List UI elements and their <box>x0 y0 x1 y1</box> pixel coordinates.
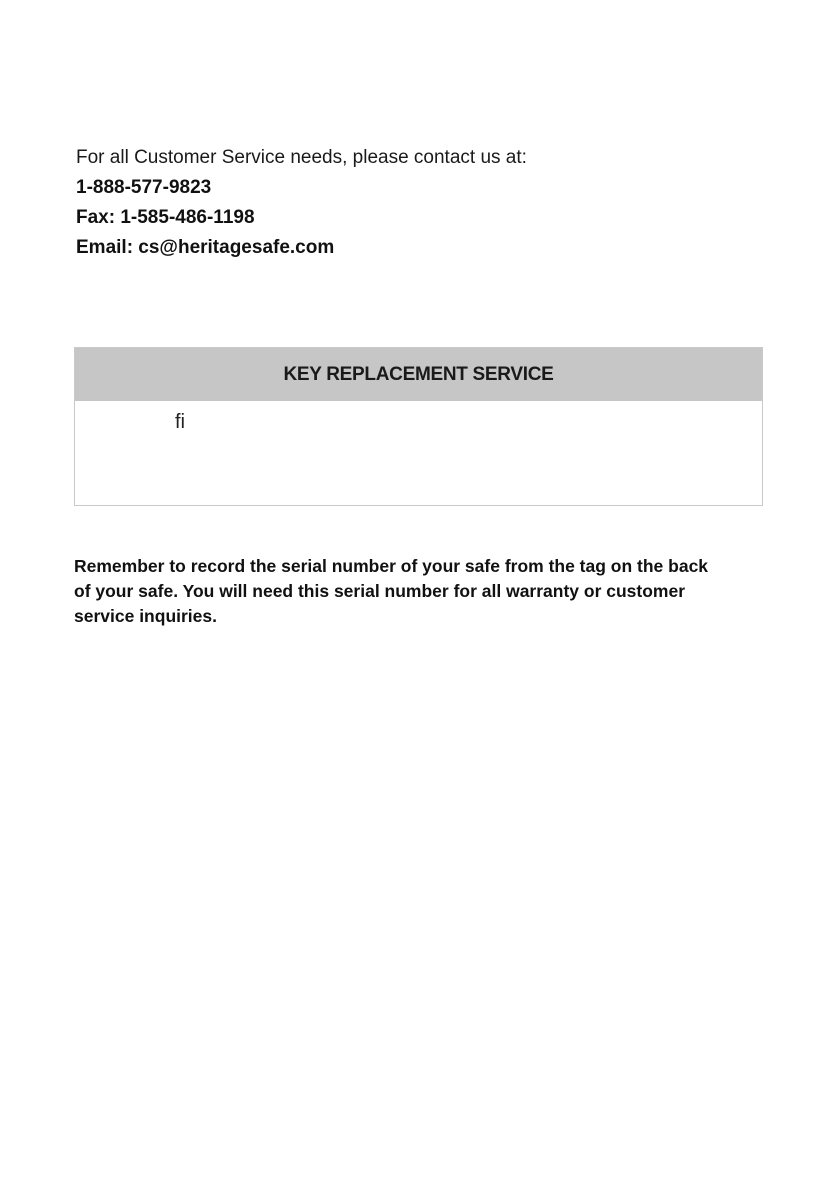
reminder-line-2: of your safe. You will need this serial number for all warranty or customer <box>74 581 686 601</box>
serial-number-reminder <box>74 554 774 629</box>
key-replacement-title: KEY REPLACEMENT SERVICE <box>75 348 762 401</box>
contact-intro: For all Customer Service needs, please contact us at: <box>76 147 527 168</box>
phone-number: 1-888-577-9823 <box>76 177 212 198</box>
key-replacement-body <box>75 401 762 505</box>
contact-section <box>76 143 776 263</box>
key-replacement-body-text: ﬁ <box>175 411 185 433</box>
reminder-line-1: Remember to record the serial number of your safe from the tag on the back <box>74 556 709 576</box>
key-replacement-box <box>74 347 763 506</box>
reminder-line-3: service inquiries. <box>74 606 217 626</box>
fax-number: Fax: 1-585-486-1198 <box>76 207 255 228</box>
email-address: Email: cs@heritagesafe.com <box>76 237 335 258</box>
